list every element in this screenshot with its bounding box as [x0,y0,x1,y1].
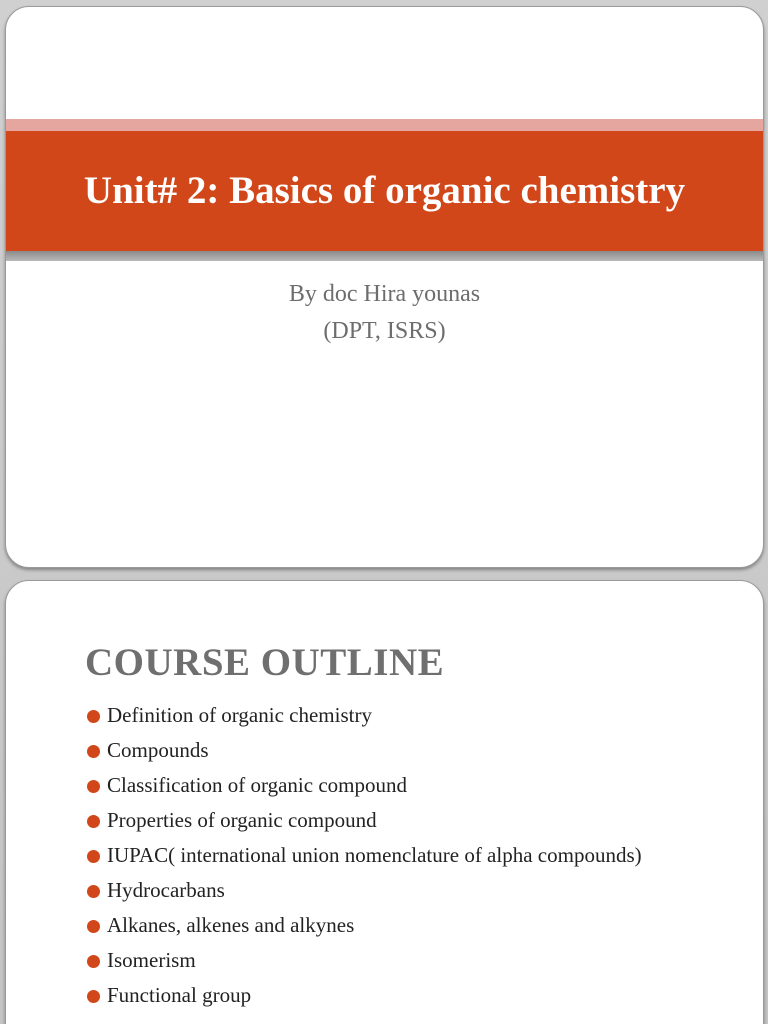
title-band-shadow [6,251,763,261]
slide-title: Unit# 2: Basics of organic chemistry [83,169,686,212]
bullet-dot-icon [87,920,100,933]
list-item-text: Definition of organic chemistry [107,703,372,727]
author-line: By doc Hira younas [288,281,481,307]
title-slide [5,6,764,568]
bullet-dot-icon [87,710,100,723]
list-item-text: Classification of organic compound [107,773,407,797]
list-item-text: Hydrocarbans [107,878,225,902]
list-item-text: Isomerism [107,948,196,972]
list-item-text: Alkanes, alkenes and alkynes [107,913,355,937]
outline-heading: COURSE OUTLINE [85,641,445,684]
bullet-dot-icon [87,850,100,863]
list-item [86,911,686,939]
title-band-highlight [6,119,763,131]
outline-slide [5,580,764,1024]
affiliation-line: (DPT, ISRS) [323,318,446,344]
list-item [86,981,686,1009]
outline-list [86,701,686,1016]
bullet-dot-icon [87,780,100,793]
list-item [86,946,686,974]
bullet-dot-icon [87,990,100,1003]
list-item-text: IUPAC( international union nomenclature of alpha compounds) [107,843,642,867]
list-item [86,841,686,869]
bullet-dot-icon [87,745,100,758]
list-item-text: Properties of organic compound [107,808,377,832]
list-item [86,876,686,904]
list-item [86,701,686,729]
list-item [86,806,686,834]
bullet-dot-icon [87,885,100,898]
list-item-text: Functional group [107,983,252,1007]
bullet-dot-icon [87,815,100,828]
list-item-text: Compounds [107,738,209,762]
list-item [86,736,686,764]
bullet-dot-icon [87,955,100,968]
list-item [86,771,686,799]
